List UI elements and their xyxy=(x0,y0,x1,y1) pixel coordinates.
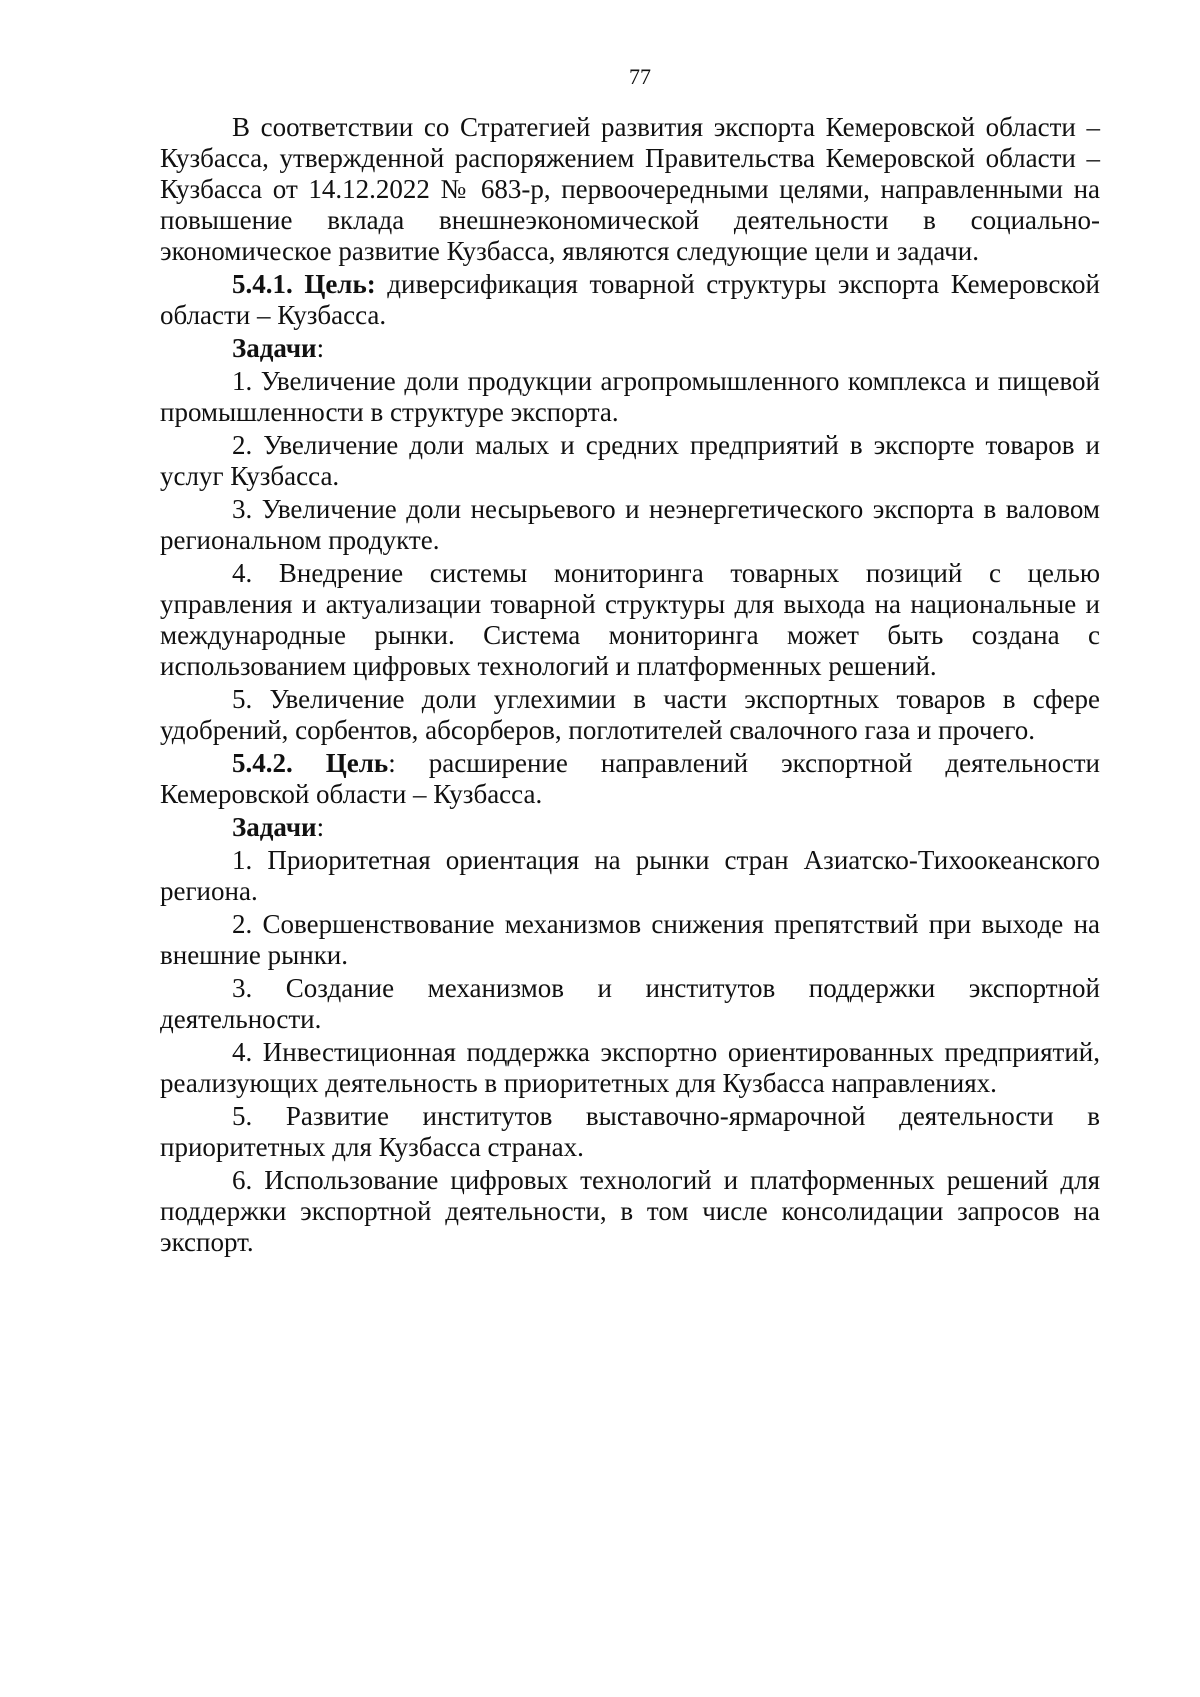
task-number: 5. xyxy=(232,684,253,714)
tasks-label: Задачи xyxy=(232,333,317,363)
section-5-4-1 xyxy=(160,269,1100,746)
task-item xyxy=(160,1165,1100,1258)
goal-label: Цель: xyxy=(304,269,376,299)
tasks-heading: Задачи: xyxy=(232,333,325,363)
task-text: Создание механизмов и институтов поддержки экспортной деятельности. xyxy=(160,973,1101,1034)
task-number: 4. xyxy=(232,558,253,588)
task-item xyxy=(160,494,1100,556)
goal-text: диверсификация товарной структуры экспорта Кемеровской области – Кузбасса. xyxy=(160,269,1101,330)
intro-paragraph: В соответствии со Стратегией развития экспорта Кемеровской области – Кузбасса, утвержденной распоряжением Правительства Кемеровской области – Кузбасса от 14.12.2022 № 683-р, первоочередными целями, направленными на повышение вклада внешнеэкономической деятельности в социально-экономическое развитие Кузбасса, являются следующие цели и задачи. xyxy=(160,112,1100,266)
section-number: 5.4.1. xyxy=(232,269,293,299)
task-text: Приоритетная ориентация на рынки стран Азиатско-Тихоокеанского региона. xyxy=(160,845,1100,906)
task-number: 6. xyxy=(232,1165,253,1195)
task-text: Совершенствование механизмов снижения препятствий при выходе на внешние рынки. xyxy=(160,909,1101,970)
task-item xyxy=(160,366,1100,428)
tasks-label: Задачи xyxy=(232,812,317,842)
section-number: 5.4.2. xyxy=(232,748,293,778)
task-number: 3. xyxy=(232,973,253,1003)
task-text: Увеличение доли углехимии в части экспортных товаров в сфере удобрений, сорбентов, абсорберов, поглотителей свалочного газа и прочего. xyxy=(160,684,1100,745)
task-item xyxy=(160,1037,1100,1099)
task-number: 4. xyxy=(232,1037,253,1067)
tasks-heading: Задачи: xyxy=(232,812,325,842)
task-item xyxy=(160,430,1100,492)
task-text: Увеличение доли продукции агропромышленного комплекса и пищевой промышленности в структуре экспорта. xyxy=(160,366,1101,427)
task-text: Внедрение системы мониторинга товарных позиций с целью управления и актуализации товарной структуры для выхода на национальные и международные рынки. Система мониторинга может быть создана с использованием цифровых технологий и платформенных решений. xyxy=(160,558,1101,681)
task-text: Использование цифровых технологий и платформенных решений для поддержки экспортной деятельности, в том числе консолидации запросов на экспорт. xyxy=(160,1165,1101,1257)
task-item xyxy=(160,909,1100,971)
task-item xyxy=(160,845,1100,907)
goal-paragraph: 5.4.2. Цель: расширение направлений экспортной деятельности Кемеровской области – Кузбасса. xyxy=(160,748,1100,809)
task-text: Увеличение доли несырьевого и неэнергетического экспорта в валовом региональном продукте. xyxy=(160,494,1101,555)
task-number: 3. xyxy=(232,494,253,524)
goal-label: Цель xyxy=(325,748,389,778)
page-number: 77 xyxy=(629,64,651,89)
section-5-4-2 xyxy=(160,748,1100,1258)
task-number: 1. xyxy=(232,845,253,875)
task-text: Инвестиционная поддержка экспортно ориентированных предприятий, реализующих деятельность в приоритетных для Кузбасса направлениях. xyxy=(160,1037,1100,1098)
goal-paragraph xyxy=(160,269,1100,331)
task-item xyxy=(160,973,1100,1035)
task-text: Увеличение доли малых и средних предприятий в экспорте товаров и услуг Кузбасса. xyxy=(160,430,1100,491)
task-item xyxy=(160,1101,1100,1163)
task-number: 2. xyxy=(232,909,253,939)
task-item xyxy=(160,684,1100,746)
task-number: 2. xyxy=(232,430,253,460)
task-number: 5. xyxy=(232,1101,253,1131)
task-text: Развитие институтов выставочно-ярмарочной деятельности в приоритетных для Кузбасса странах. xyxy=(160,1101,1100,1162)
goal-text: расширение направлений экспортной деятельности Кемеровской области – Кузбасса. xyxy=(160,748,1100,809)
task-item xyxy=(160,558,1100,682)
task-number: 1. xyxy=(232,366,253,396)
